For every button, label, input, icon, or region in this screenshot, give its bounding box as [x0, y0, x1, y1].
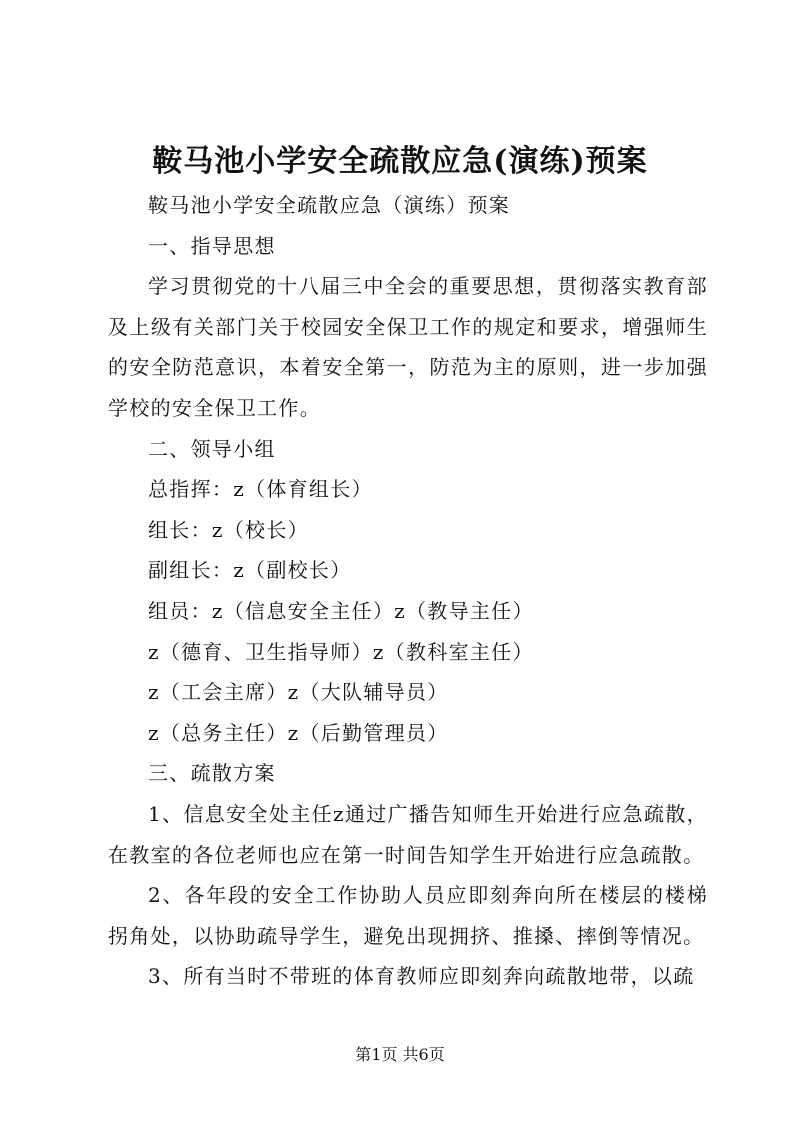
members-line-1: 组员：z（信息安全主任）z（教导主任） [148, 598, 534, 623]
deputy-leader-line: 副组长：z（副校长） [148, 558, 352, 583]
section-heading-evacuation-plan: 三、疏散方案 [148, 761, 276, 786]
page-number-footer: 第1页 共6页 [355, 1045, 445, 1064]
members-line-2: z（德育、卫生指导师）z（教科室主任） [148, 639, 534, 664]
subtitle-paragraph: 鞍马池小学安全疏散应急（演练）预案 [148, 193, 511, 217]
members-line-4: z（总务主任）z（后勤管理员） [148, 720, 449, 745]
document-title: 鞍马池小学安全疏散应急(演练)预案 [152, 144, 648, 179]
members-line-3: z（工会主席）z（大队辅导员） [148, 680, 449, 705]
document-body [108, 185, 708, 997]
evacuation-step-1: 1、信息安全处主任z通过广播告知师生开始进行应急疏散，在教室的各位老师也应在第一时间告知学生开始进行应急疏散。 [108, 801, 708, 867]
guiding-idea-paragraph: 学习贯彻党的十八届三中全会的重要思想，贯彻落实教育部及上级有关部门关于校园安全保卫工作的规定和要求，增强师生的安全防范意识，本着安全第一，防范为主的原则，进一步加强学校的安全保卫工作。 [108, 274, 708, 420]
evacuation-step-3: 3、所有当时不带班的体育教师应即刻奔向疏散地带，以疏 [148, 964, 695, 989]
section-heading-leadership-group: 二、领导小组 [148, 436, 276, 461]
evacuation-step-2: 2、各年段的安全工作协助人员应即刻奔向所在楼层的楼梯拐角处，以协助疏导学生，避免出现拥挤、推搡、摔倒等情况。 [108, 883, 708, 948]
commander-line: 总指挥：z（体育组长） [148, 477, 373, 502]
section-heading-guiding-idea: 一、指导思想 [148, 233, 276, 258]
leader-line: 组长：z（校长） [148, 517, 309, 542]
